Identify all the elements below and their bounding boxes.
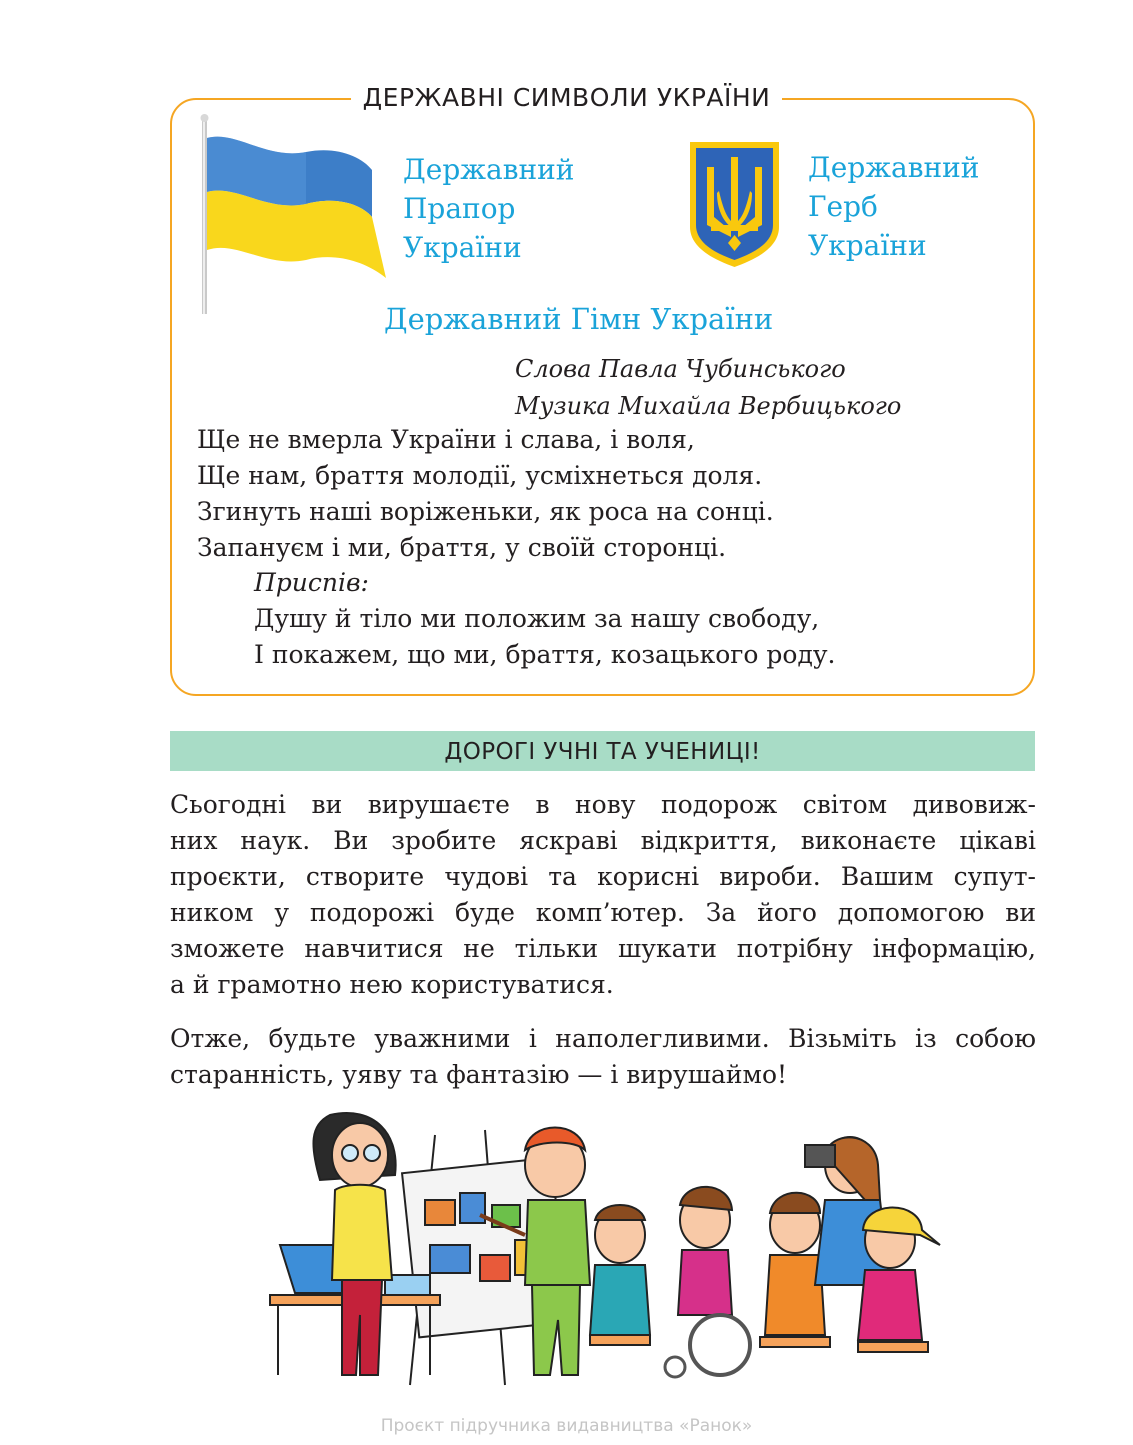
refrain-line: І покажем, що ми, браття, козацького роду. <box>254 640 836 669</box>
greeting-paragraph-2 <box>170 1021 1036 1093</box>
wheelchair-girl-icon <box>665 1187 750 1377</box>
blonde-girl-icon <box>858 1208 940 1353</box>
words-credit: Слова Павла Чубинського <box>515 355 846 383</box>
greeting-title: ДОРОГІ УЧНІ ТА УЧЕНИЦІ! <box>170 731 1035 771</box>
anthem-refrain <box>254 565 836 673</box>
classroom-illustration <box>260 1105 950 1390</box>
anthem-verse <box>197 422 774 566</box>
paragraph-line: проєкти, створите чудові та корисні вироби. Вашим супут- <box>170 862 1036 891</box>
paragraph-line: Сьогодні ви вирушаєте в нову подорож світом дивовиж- <box>170 790 1036 819</box>
greeting-paragraph-1 <box>170 787 1036 1003</box>
flag-label: Державний Прапор України <box>403 153 575 264</box>
paragraph-line: ником у подорожі буде комп’ютер. За його допомогою ви <box>170 898 1036 927</box>
anthem-credits <box>515 351 901 425</box>
paragraph-line: старанність, уяву та фантазію — і вирушаймо! <box>170 1060 788 1089</box>
paragraph-line: Отже, будьте уважними і наполегливими. Візьміть із собою <box>170 1024 1036 1053</box>
ukraine-flag-icon <box>196 112 388 317</box>
verse-line: Запануєм і ми, браття, у своїй сторонці. <box>197 533 727 562</box>
coat-of-arms-label: Державний Герб України <box>808 151 980 262</box>
coat-of-arms-icon <box>687 139 782 269</box>
music-credit: Музика Михайла Вербицького <box>515 392 902 420</box>
paragraph-line: зможете навчитися не тільки шукати потрібну інформацію, <box>170 934 1036 963</box>
refrain-line: Душу й тіло ми положим за нашу свободу, <box>254 604 820 633</box>
anthem-title: Державний Гімн України <box>384 302 774 336</box>
paragraph-line: них наук. Ви зробите яскраві відкриття, виконаєте цікаві <box>170 826 1036 855</box>
verse-line: Ще не вмерла України і слава, і воля, <box>197 425 695 454</box>
footer-note: Проєкт підручника видавництва «Ранок» <box>380 1416 753 1436</box>
paragraph-line: а й грамотно нею користуватися. <box>170 970 614 999</box>
seated-boy-icon <box>590 1205 650 1345</box>
verse-line: Згинуть наші воріженьки, як роса на сонці. <box>197 497 774 526</box>
state-symbols-title: ДЕРЖАВНІ СИМВОЛИ УКРАЇНИ <box>0 80 1133 116</box>
refrain-label: Приспів: <box>254 568 369 597</box>
verse-line: Ще нам, браття молодії, усміхнеться доля. <box>197 461 763 490</box>
